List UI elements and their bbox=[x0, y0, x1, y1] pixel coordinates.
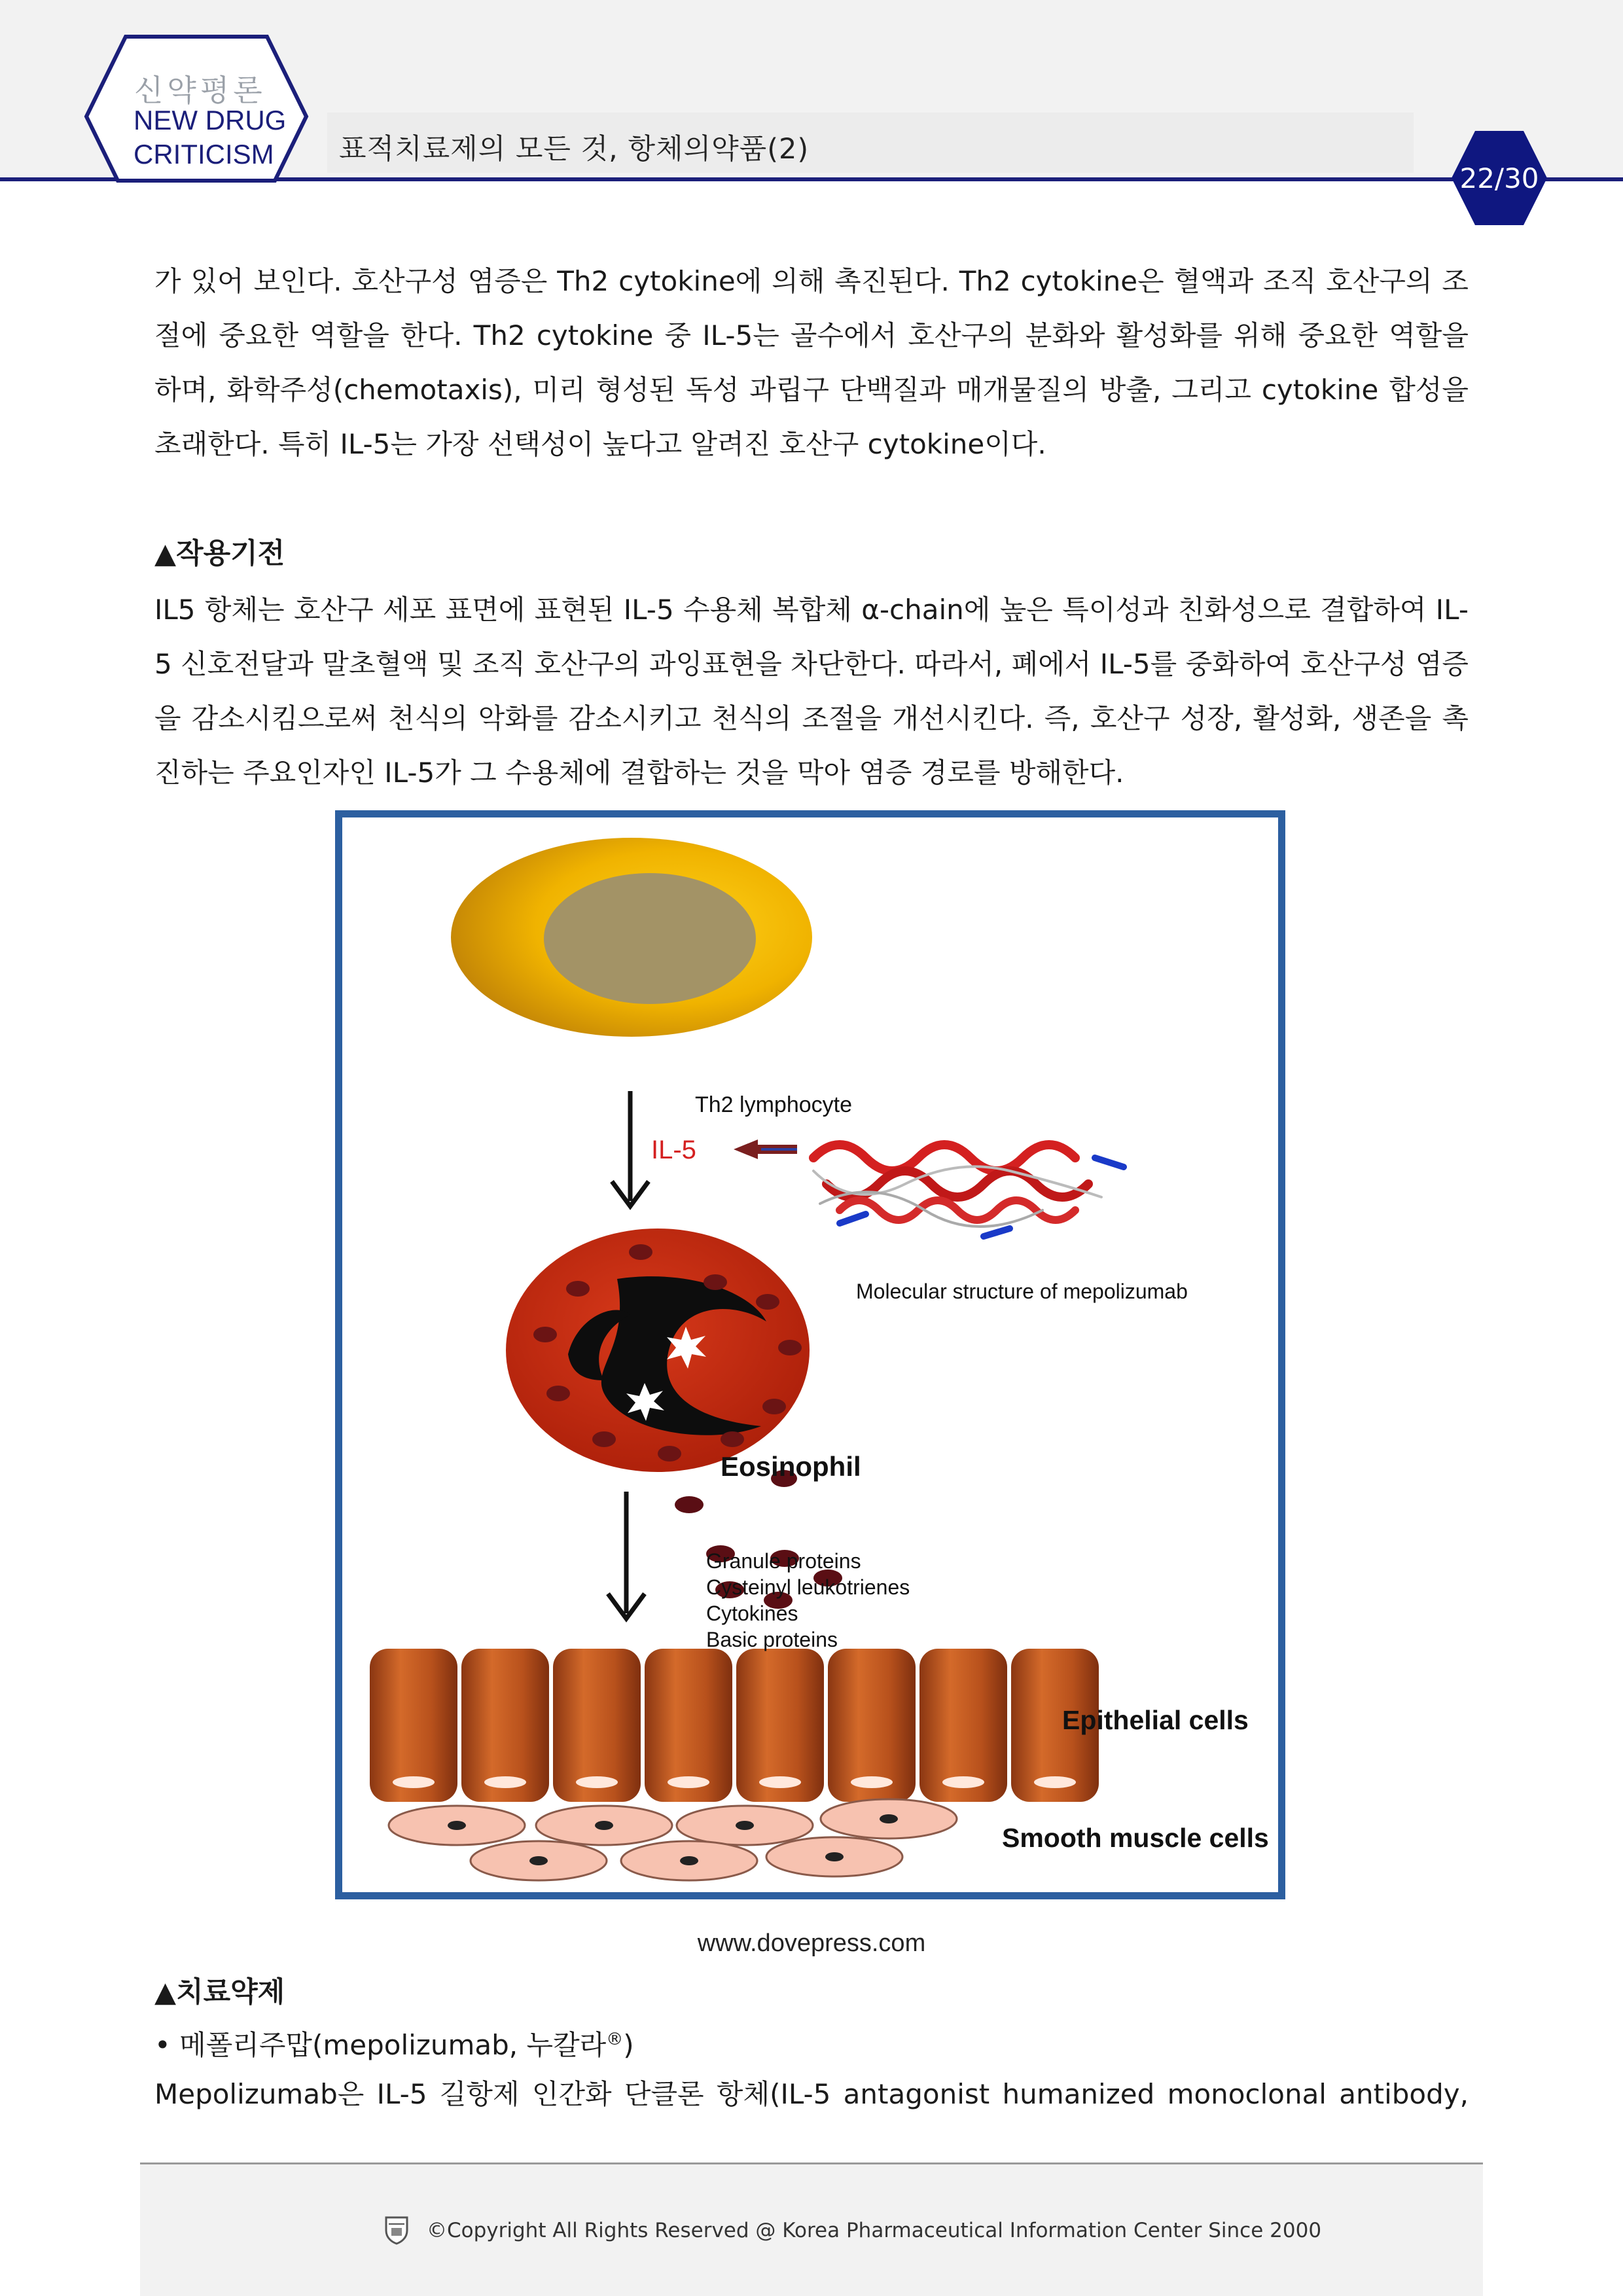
label-cysteinyl-leukotrienes: Cysteinyl leukotrienes bbox=[706, 1575, 910, 1599]
label-cytokines: Cytokines bbox=[706, 1602, 798, 1625]
label-il5: IL-5 bbox=[651, 1136, 696, 1164]
drug-list-item bbox=[154, 2013, 1469, 2072]
page-indicator: 22/30 bbox=[1459, 162, 1539, 194]
paragraph-mechanism bbox=[154, 583, 1469, 800]
logo-korean: 신약평론 bbox=[134, 73, 266, 108]
paragraph-mepolizumab bbox=[154, 2067, 1469, 2121]
paragraph-mechanism-text: IL5 항체는 호산구 세포 표면에 표현된 IL-5 수용체 복합체 α-chain에 높은 특이성과 친화성으로 결합하여 IL-5 신호전달과 말초혈액 및 조직 호산구의 과잉표현을 차단한다. 따라서, 폐에서 IL-5를 중화하여 호산구성 염증을 감소시킴으로써 천식의 악화를 감소시키고 천식의 조절을 개선시킨다. 즉, 호산구 성장, 활성화, 생존을 촉진하는 주요인자인 IL-5가 그 수용체에 결합하는 것을 막아 염증 경로를 방해한다. bbox=[154, 594, 1469, 789]
drug-item-close: ) bbox=[623, 2029, 634, 2061]
label-mepolizumab-structure: Molecular structure of mepolizumab bbox=[856, 1280, 1188, 1303]
label-epithelial-cells: Epithelial cells bbox=[1062, 1705, 1249, 1735]
label-granule-proteins: Granule proteins bbox=[706, 1549, 861, 1573]
document-title: 표적치료제의 모든 것, 항체의약품(2) bbox=[339, 133, 810, 166]
registered-mark: ® bbox=[606, 2030, 624, 2049]
smooth-muscle-cells bbox=[389, 1799, 957, 1880]
th2-nucleus bbox=[544, 873, 756, 1004]
paragraph-mepolizumab-text: Mepolizumab은 IL-5 길항제 인간화 단클론 항체(IL-5 antagonist humanized monoclonal antibody, bbox=[154, 2078, 1469, 2110]
label-th2-lymphocyte: Th2 lymphocyte bbox=[695, 1092, 852, 1117]
mepolizumab-structure bbox=[813, 1145, 1124, 1236]
figure-caption: www.dovepress.com bbox=[697, 1929, 926, 1957]
paragraph-intro bbox=[154, 254, 1469, 471]
figure-il5-pathway bbox=[335, 810, 1285, 1899]
drug-item-text: • 메폴리주맙(mepolizumab, 누칼라 bbox=[154, 2029, 607, 2061]
epithelial-cells bbox=[370, 1649, 1099, 1802]
label-eosinophil: Eosinophil bbox=[721, 1451, 861, 1482]
heading-drugs: ▲치료약제 bbox=[154, 1976, 285, 2009]
logo-english-line1: NEW DRUG bbox=[134, 105, 287, 135]
footer-copyright: ©Copyright All Rights Reserved @ Korea Pharmaceutical Information Center Since 2000 bbox=[427, 2219, 1322, 2242]
label-basic-proteins: Basic proteins bbox=[706, 1628, 838, 1651]
paragraph-intro-text: 가 있어 보인다. 호산구성 염증은 Th2 cytokine에 의해 촉진된다. Th2 cytokine은 혈액과 조직 호산구의 조절에 중요한 역할을 한다. Th2 cytokine 중 IL-5는 골수에서 호산구의 분화와 활성화를 위해 중요한 역할을 하며, 화학주성(chemotaxis), 미리 형성된 독성 과립구 단백질과 매개물질의 방출, 그리고 cytokine 합성을 초래한다. 특히 IL-5는 가장 선택성이 높다고 알려진 호산구 cytokine이다. bbox=[154, 265, 1469, 460]
heading-mechanism: ▲작용기전 bbox=[154, 537, 285, 570]
label-smooth-muscle-cells: Smooth muscle cells bbox=[1002, 1823, 1269, 1853]
logo-english-line2: CRITICISM bbox=[134, 139, 274, 170]
crest-icon bbox=[383, 2215, 410, 2245]
